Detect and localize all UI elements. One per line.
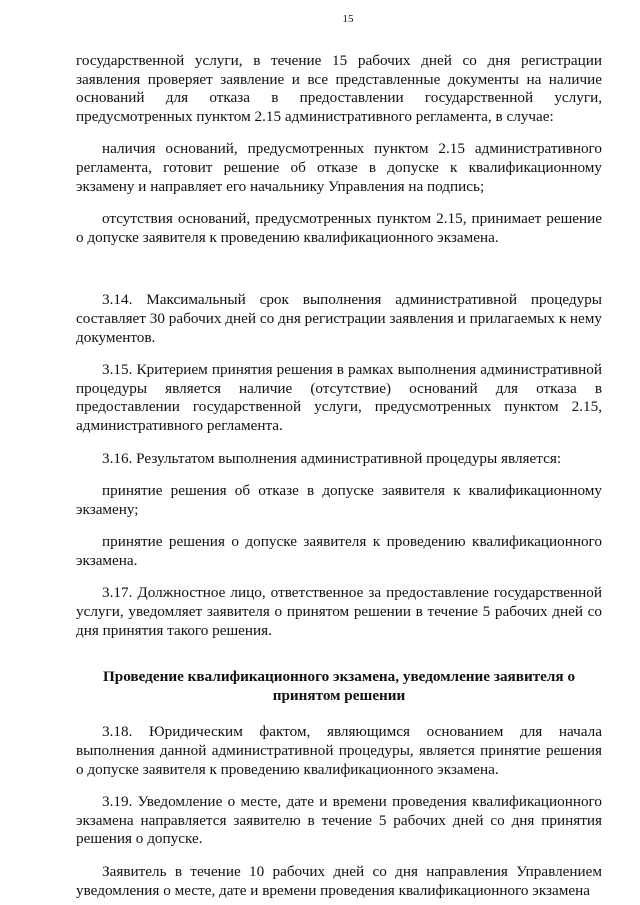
- paragraph-3-19: 3.19. Уведомление о месте, дате и времени проведения квалификационного экзамена направляется заявителю в течение 5 рабочих дней со дня принятия решения о допуске.: [76, 793, 602, 848]
- paragraph-3-15: 3.15. Критерием принятия решения в рамках выполнения административной процедуры является наличие (отсутствие) оснований для отказа в предоставлении государственной услуги, предусмотренных пунктом 2.15, административного регламента.: [76, 361, 602, 434]
- paragraph-3-16: 3.16. Результатом выполнения административной процедуры является:: [102, 449, 562, 467]
- paragraph-3-18: 3.18. Юридическим фактом, являющимся основанием для начала выполнения данной административной процедуры, является принятие решения о допуске заявителя к проведению квалификационного экзамена.: [76, 723, 602, 778]
- paragraph-result-admission: принятие решения о допуске заявителя к проведению квалификационного экзамена.: [76, 533, 602, 569]
- paragraph-case-grounds-present: наличия оснований, предусмотренных пунктом 2.15 административного регламента, готовит решение об отказе в допуске к квалификационному экзамену и направляет его начальнику Управления на подпись;: [76, 140, 602, 195]
- paragraph-continuation: государственной услуги, в течение 15 рабочих дней со дня регистрации заявления проверяет заявление и все представленные документы на наличие оснований для отказа в предоставлении государственной услуги, предусмотренных пунктом 2.15 административного регламента, в случае:: [76, 52, 602, 125]
- section-heading: Проведение квалификационного экзамена, уведомление заявителя о принятом решении: [102, 668, 576, 704]
- paragraph-applicant: Заявитель в течение 10 рабочих дней со дня направления Управлением уведомления о месте, дате и времени проведения квалификационного экзамена: [76, 863, 602, 899]
- paragraph-result-refusal: принятие решения об отказе в допуске заявителя к квалификационному экзамену;: [76, 482, 602, 518]
- paragraph-case-grounds-absent: отсутствия оснований, предусмотренных пунктом 2.15, принимает решение о допуске заявителя к проведению квалификационного экзамена.: [76, 210, 602, 246]
- paragraph-3-14: 3.14. Максимальный срок выполнения административной процедуры составляет 30 рабочих дней со дня регистрации заявления и прилагаемых к нему документов.: [76, 291, 602, 346]
- paragraph-3-17: 3.17. Должностное лицо, ответственное за предоставление государственной услуги, уведомляет заявителя о принятом решении в течение 5 рабочих дней со дня принятия такого решения.: [76, 584, 602, 639]
- page-number: 15: [342, 13, 354, 25]
